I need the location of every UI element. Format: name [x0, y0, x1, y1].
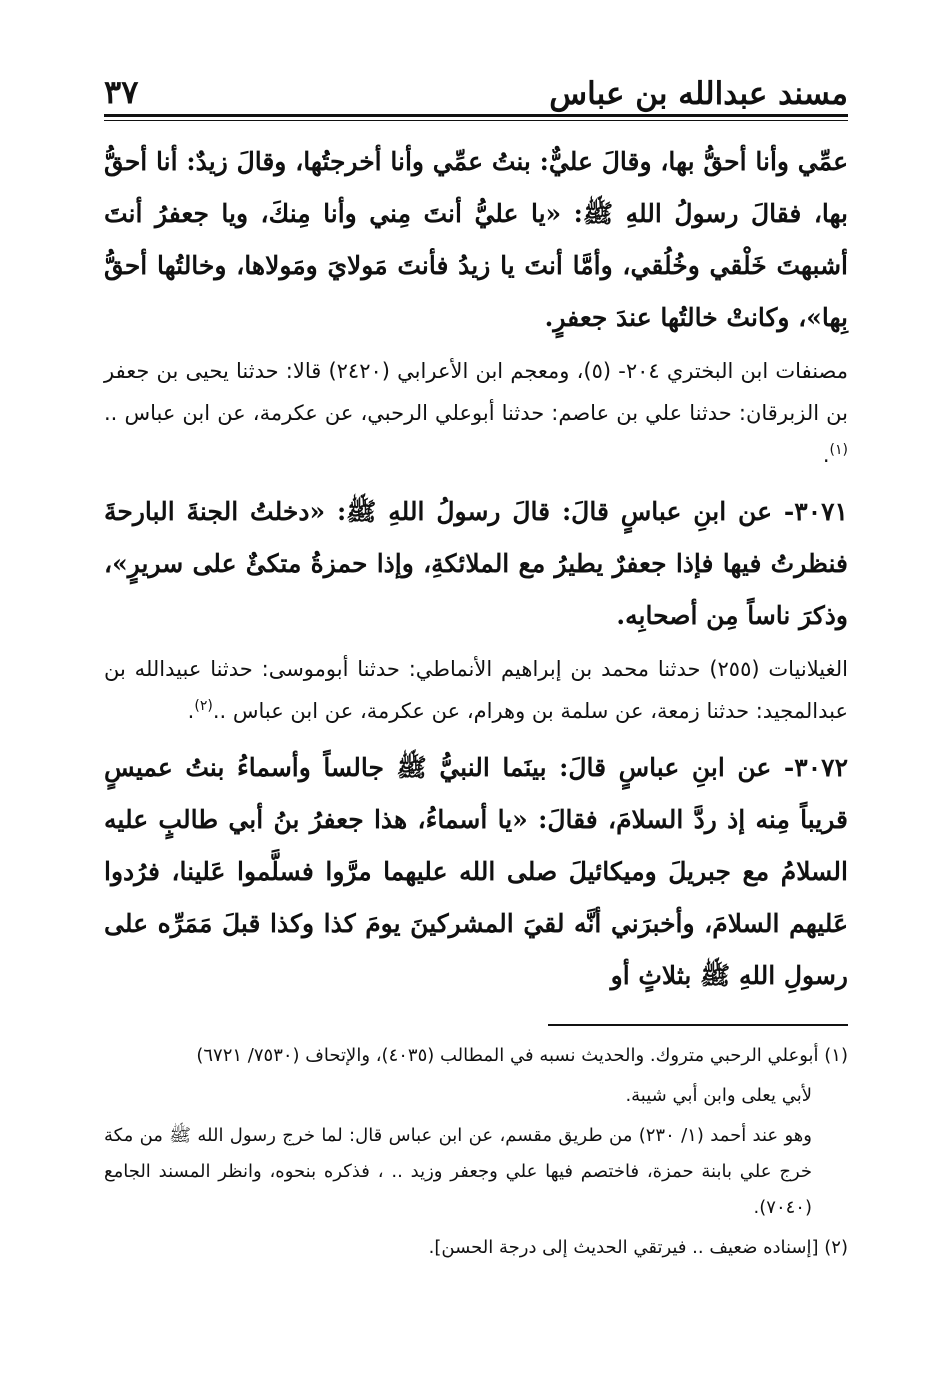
hadith-number: ٣٠٧٢-	[783, 753, 848, 782]
hadith-3071	[104, 486, 848, 642]
footnote-separator-wrap	[104, 1024, 848, 1026]
source-text-1: مصنفات ابن البختري ٢٠٤- (٥)، ومعجم ابن الأعرابي (٢٤٢٠) قالا: حدثنا يحيى بن جعفر بن الزبرقان: حدثنا علي بن عاصم: حدثنا أبوعلي الرحبي، عن عكرمة، عن ابن عباس ..	[104, 359, 848, 425]
footnote-1-continued: لأبي يعلى وابن أبي شيبة.	[625, 1085, 812, 1106]
page-number: ٣٧	[104, 73, 139, 111]
header-rule-thick	[104, 114, 848, 117]
main-text	[104, 136, 848, 1002]
hadith-3072	[104, 742, 848, 1002]
footnote-2: (٢) [إسناده ضعيف .. فيرتقي الحديث إلى درجة الحسن].	[428, 1237, 848, 1258]
hadith-continuation: عمِّي وأنا أحقُّ بها، وقالَ عليٌّ: بنتُ عمِّي وأنا أخرجتُها، وقالَ زيدٌ: أنا أحقُّ بها، فقالَ رسولُ اللهِ ﷺ: «يا عليُّ أنتَ مِني وأنا مِنكَ، ويا جعفرُ أنتَ أشبهتَ خَلْقي وخُلُقي، وأمَّا أنتَ يا زيدُ فأنتَ مَولايَ ومَولاها، وخالتُها أحقُّ بِها»، وكانتْ خالتُها عندَ جعفرٍ.	[104, 147, 848, 332]
book-page	[104, 70, 848, 1310]
footnote-1: (١) أبوعلي الرحبي متروك. والحديث نسبه في المطالب (٤٠٣٥)، والإتحاف (٧٥٣٠/ ٦٧٢١)	[196, 1045, 848, 1066]
hadith-text: عن ابنِ عباسٍ قالَ: بينَما النبيُّ ﷺ جالساً وأسماءُ بنتُ عميسٍ قريباً مِنه إذ ردَّ السلامَ، فقالَ: «يا أسماءُ، هذا جعفرُ بنُ أبي طالبٍ عليه السلامُ مع جبريلَ وميكائيلَ صلى الله عليهما مرَّوا فسلَّموا عَلينا، فرُدوا عَليهم السلامَ، وأخبرَني أنَّه لقيَ المشركينَ يومَ كذا وكذا قبلَ مَمَرِّه على رسولِ اللهِ ﷺ بثلاثٍ أو	[104, 753, 848, 990]
source-note-2: الغيلانيات (٢٥٥) حدثنا محمد بن إبراهيم الأنماطي: حدثنا أبوموسى: حدثنا عبيدالله بن عبدالمجيد: حدثنا زمعة، عن سلمة بن وهرام، عن عكرمة، عن ابن عباس ..$^{(٢)}$.	[104, 657, 848, 723]
footnotes	[104, 1038, 848, 1266]
footnote-ref-2[interactable]: (٢)	[194, 698, 213, 714]
footnote-ref-1[interactable]: (١)	[829, 442, 848, 458]
hadith-number: ٣٠٧١-	[783, 497, 848, 526]
source-note-1: مصنفات ابن البختري ٢٠٤- (٥)، ومعجم ابن الأعرابي (٢٤٢٠) قالا: حدثنا يحيى بن جعفر بن الزبرقان: حدثنا علي بن عاصم: حدثنا أبوعلي الرحبي، عن عكرمة، عن ابن عباس ..$^{(١)}$.	[104, 359, 848, 467]
header-rule-thin	[104, 120, 848, 121]
running-title: مسند عبدالله بن عباس	[549, 76, 848, 112]
footnote-separator	[548, 1024, 848, 1026]
hadith-text: عن ابنِ عباسٍ قالَ: قالَ رسولُ اللهِ ﷺ: «دخلتُ الجنةَ البارحةَ فنظرتُ فيها فإذا جعفرٌ يطيرُ مع الملائكةِ، وإذا حمزةُ متكئٌ على سريرٍ»، وذكرَ ناساً مِن أصحابِه.	[104, 497, 848, 630]
source-text-2: الغيلانيات (٢٥٥) حدثنا محمد بن إبراهيم الأنماطي: حدثنا أبوموسى: حدثنا عبيدالله بن عبدالمجيد: حدثنا زمعة، عن سلمة بن وهرام، عن عكرمة، عن ابن عباس ..	[104, 657, 848, 723]
footnote-1-extra: وهو عند أحمد (١/ ٢٣٠) من طريق مقسم، عن ابن عباس قال: لما خرج رسول الله ﷺ من مكة خرج علي بابنة حمزة، فاختصم فيها علي وجعفر وزيد .. ، فذكره بنحوه، وانظر المسند الجامع (٧٠٤٠).	[104, 1125, 812, 1218]
page-header	[104, 70, 848, 118]
